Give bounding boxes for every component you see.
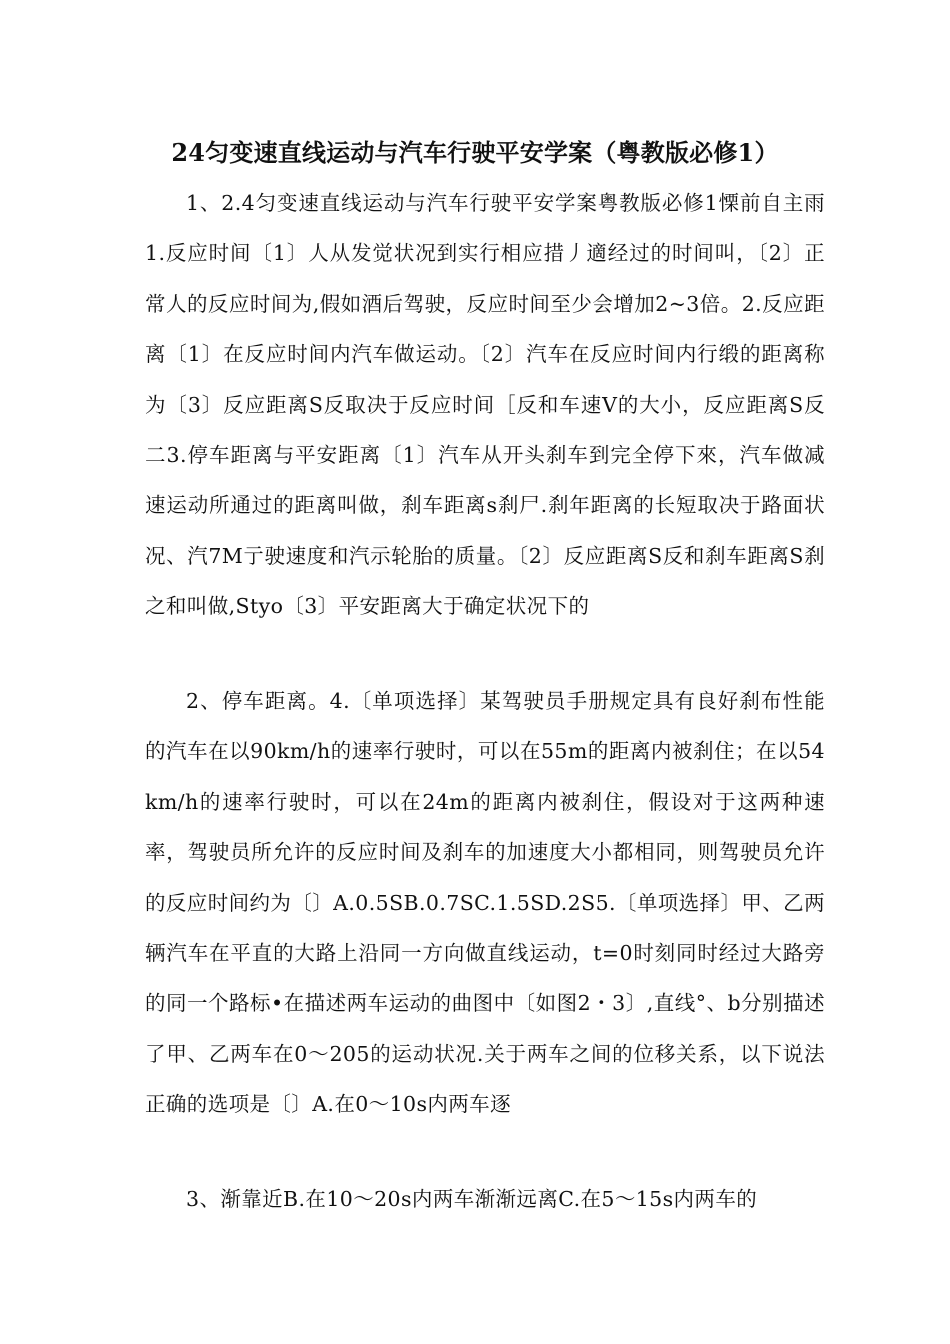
page-title: 24匀变速直线运动与汽车行驶平安学案（粤教版必修1） (171, 138, 779, 167)
paragraph-3: 3、渐靠近B.在10〜20s内两车渐渐远离C.在5〜15s内两车的 (186, 1187, 758, 1211)
paragraph-1: 1、2.4匀变速直线运动与汽车行驶平安学案粤教版必修1慄前自主雨1.反应时间〔1〕人从发觉状况到实行相应措丿適经过的时间叫，〔2〕正常人的反应时间为,假如酒后驾驶，反应时间至少会增加2~3倍。2.反应距离〔1〕在反应时间内汽车做运动。〔2〕汽车在反应时间内行缎的距离称为〔3〕反应距离S反取决于反应时间［反和车速V的大小，反应距离S反二3.停车距离与平安距离〔1〕汽车从开头刹车到完全停下來，汽车做减速运动所通过的距离叫做，刹车距离s刹尸.刹年距离的长短取决于路面状况、汽7M亍驶速度和汽示轮胎的质量。〔2〕反应距离S反和刹车距离S刹之和叫做,Styo〔3〕平安距离大于确定状况下的 (145, 191, 825, 619)
paragraph-2: 2、停车距离。4.〔单项选择〕某驾驶员手册规定具有良好刹布性能的汽车在以90km/h的速率行驶时，可以在55m的距离内被刹住；在以54km/h的速率行驶时，可以在24m的距离内被刹住，假设对于这两种速率，驾驶员所允许的反应时间及刹车的加速度大小都相同，则驾驶员允许的反应时间约为〔〕A.0.5SB.0.7SC.1.5SD.2S5.〔单项选择〕甲、乙两辆汽车在平直的大路上沿同一方向做直线运动，t=0时刻同时经过大路旁的同一个路标•在描述两车运动的曲图中〔如图2・3〕,直线°、b分别描述了甲、乙两车在0〜205的运动状况.关于两车之间的位移关系，以下说法正确的选项是〔〕A.在0〜10s内两车逐 (145, 689, 825, 1117)
